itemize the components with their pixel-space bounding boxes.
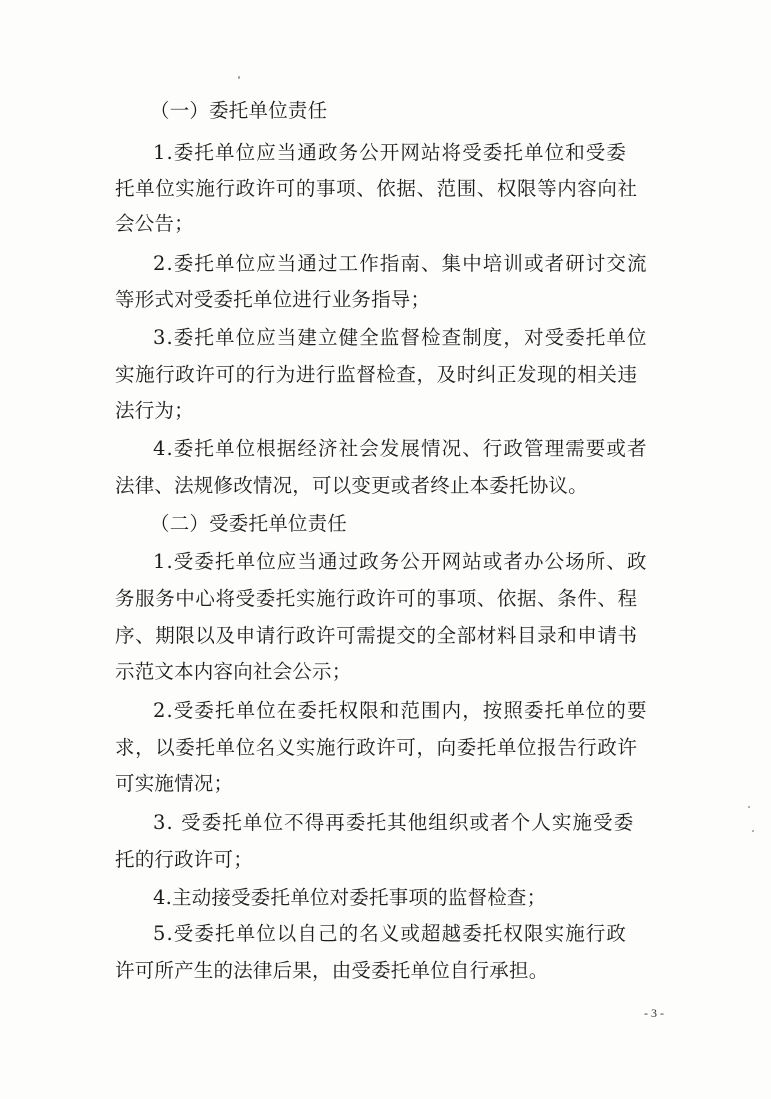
paragraph-line: 等形式对受委托单位进行业务指导；	[115, 288, 431, 311]
paragraph-line: 4.委托单位根据经济社会发展情况、行政管理需要或者	[153, 437, 648, 460]
paragraph-line: 许可所产生的法律后果，由受委托单位自行承担。	[115, 959, 549, 982]
paragraph-line: 求，以委托单位名义实施行政许可，向委托单位报告行政许	[115, 736, 638, 759]
paragraph-line: 3. 受委托单位不得再委托其他组织或者个人实施受委	[153, 811, 635, 834]
paragraph-line: 1.受委托单位应当通过政务公开网站或者办公场所、政	[153, 550, 648, 573]
paragraph-line: 实施行政许可的行为进行监督检查，及时纠正发现的相关违	[115, 363, 638, 386]
section-heading-1: （一）委托单位责任	[150, 99, 328, 122]
paragraph-line: 可实施情况；	[115, 772, 234, 795]
page-number: - 3 -	[644, 1006, 664, 1020]
paragraph-line: 法律、法规修改情况，可以变更或者终止本委托协议。	[115, 474, 588, 497]
paragraph-line: 法行为；	[115, 399, 194, 422]
scan-speck	[238, 76, 240, 79]
scan-speck	[752, 830, 754, 832]
paragraph-line: 序、期限以及申请行政许可需提交的全部材料目录和申请书	[115, 624, 638, 647]
section-heading-2: （二）受委托单位责任	[150, 512, 348, 535]
paragraph-line: 2.委托单位应当通过工作指南、集中培训或者研讨交流	[153, 252, 648, 275]
paragraph-line: 会公告；	[115, 212, 194, 235]
paragraph-line: 4.主动接受委托单位对委托事项的监督检查；	[153, 886, 547, 909]
paragraph-line: 1.委托单位应当通政务公开网站将受委托单位和受委	[153, 141, 628, 164]
paragraph-line: 2.受委托单位在委托权限和范围内，按照委托单位的要	[153, 699, 648, 722]
scan-speck	[748, 806, 750, 808]
paragraph-line: 示范文本内容向社会公示；	[115, 660, 352, 683]
paragraph-line: 3.委托单位应当建立健全监督检查制度，对受委托单位	[153, 326, 648, 349]
paragraph-line: 托单位实施行政许可的事项、依据、范围、权限等内容向社	[115, 177, 638, 200]
paragraph-line: 务服务中心将受委托实施行政许可的事项、依据、条件、程	[115, 587, 638, 610]
paragraph-line: 托的行政许可；	[115, 848, 253, 871]
paragraph-line: 5.受委托单位以自己的名义或超越委托权限实施行政	[153, 922, 628, 945]
